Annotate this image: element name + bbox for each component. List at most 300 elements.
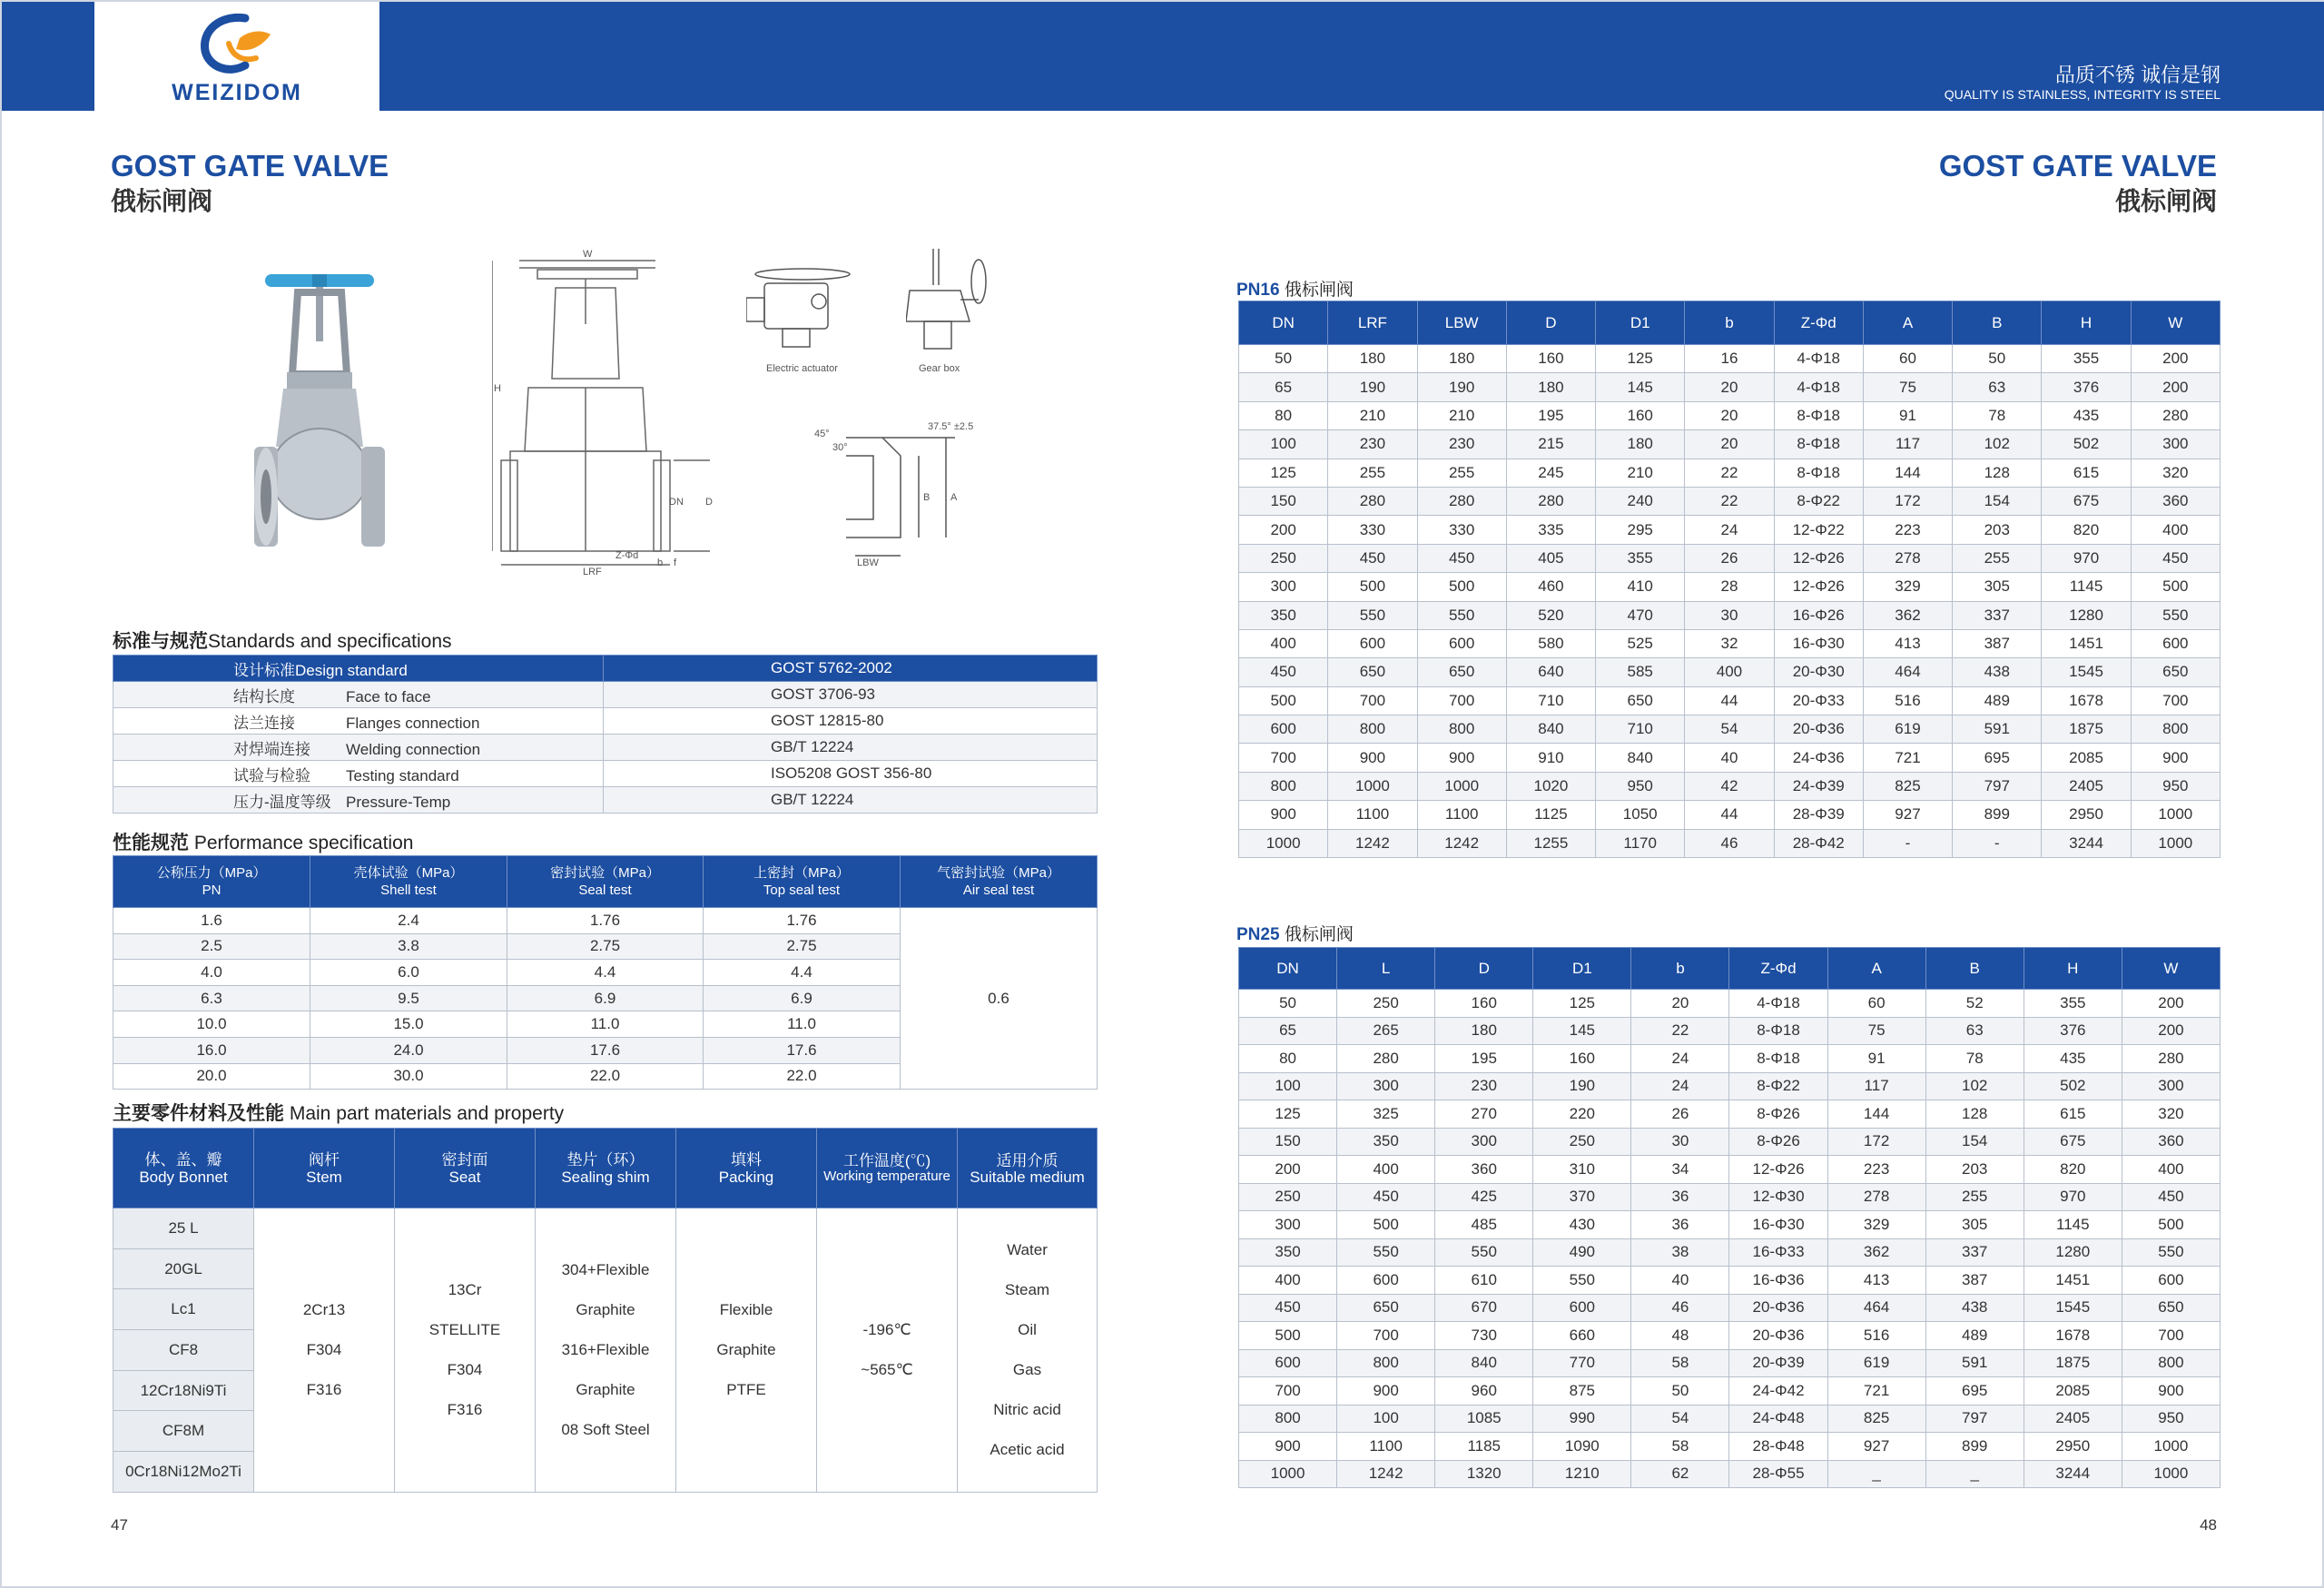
pn16-cell: 1545	[2042, 658, 2131, 686]
pn25-cell: 400	[2122, 1156, 2220, 1184]
pn16-row	[1239, 373, 2221, 401]
pn16-cell: 26	[1685, 544, 1774, 572]
pn16-table	[1238, 301, 2221, 858]
pn25-cell: 550	[1435, 1238, 1533, 1267]
performance-header-en: Air seal test	[962, 883, 1035, 898]
dim-lbw-label: LBW	[857, 557, 879, 568]
pn25-cell: 1242	[1337, 1460, 1435, 1488]
pn25-cell: 38	[1631, 1238, 1729, 1267]
standard-value-cell: GOST 3706-93	[604, 682, 1098, 708]
pn25-cell: 28-Φ48	[1729, 1433, 1827, 1461]
pn25-cell: 502	[2024, 1072, 2122, 1100]
angle-45-label: 45°	[814, 429, 830, 439]
pn25-cell: 280	[2122, 1045, 2220, 1073]
performance-cell: 20.0	[113, 1063, 310, 1090]
pn16-cell: 280	[1506, 487, 1595, 515]
pn16-cell: 1000	[1239, 829, 1328, 857]
pn25-cell: 24	[1631, 1072, 1729, 1100]
pn25-cell: 128	[1925, 1100, 2024, 1129]
pn16-cell: 550	[1417, 601, 1506, 629]
pn25-cell: 2085	[2024, 1377, 2122, 1406]
pn25-cell: 145	[1533, 1017, 1631, 1045]
pn25-cell: 144	[1827, 1100, 1925, 1129]
pn16-cell: 700	[1239, 744, 1328, 772]
pn25-cell: 820	[2024, 1156, 2122, 1184]
pn16-cell: 20	[1685, 401, 1774, 429]
pn25-cell: 8-Φ18	[1729, 1045, 1827, 1073]
materials-header-cn: 垫片（环）	[566, 1150, 645, 1169]
pn25-cell: 20-Φ36	[1729, 1322, 1827, 1350]
pn16-cell: 900	[1417, 744, 1506, 772]
pn16-cell: 489	[1953, 686, 2042, 715]
pn25-cell: 695	[1925, 1377, 2024, 1406]
pn16-row	[1239, 829, 2221, 857]
body-material-cell: 0Cr18Ni12Mo2Ti	[113, 1452, 254, 1493]
pn25-cell: 230	[1435, 1072, 1533, 1100]
pn16-cell: 950	[2131, 772, 2220, 800]
pn25-cell: 265	[1337, 1017, 1435, 1045]
pn16-cell: 695	[1953, 744, 2042, 772]
body-material-cell: 12Cr18Ni9Ti	[113, 1370, 254, 1411]
pn25-cell: _	[1925, 1460, 2024, 1488]
pn25-cell: 650	[2122, 1294, 2220, 1322]
pn16-cell: 255	[1417, 459, 1506, 487]
pn25-cell: 350	[1239, 1238, 1337, 1267]
pn25-cell: 200	[2122, 990, 2220, 1018]
pn16-row	[1239, 459, 2221, 487]
pn16-cell: 44	[1685, 801, 1774, 829]
pn25-cell: 337	[1925, 1238, 2024, 1267]
pn25-row	[1239, 1211, 2221, 1239]
pn16-row	[1239, 401, 2221, 429]
pn16-cell: 46	[1685, 829, 1774, 857]
pn25-row	[1239, 1377, 2221, 1406]
pn16-cell: 22	[1685, 459, 1774, 487]
air-seal-cell: 0.6	[901, 908, 1098, 1090]
materials-header-cn: 体、盖、瓣	[144, 1150, 222, 1169]
pn25-cell: 78	[1925, 1045, 2024, 1073]
seat-material-item: F304	[447, 1360, 483, 1378]
pn25-cell: 250	[1533, 1128, 1631, 1156]
pn16-cell: 180	[1417, 345, 1506, 373]
pn25-row	[1239, 1100, 2221, 1129]
pn25-cell: 450	[1337, 1183, 1435, 1211]
pn16-cell: 2950	[2042, 801, 2131, 829]
weld-end-drawing-icon	[801, 419, 1000, 565]
shim-material-item: 316+Flexible	[561, 1340, 650, 1358]
pn25-cell: 50	[1631, 1377, 1729, 1406]
electric-actuator-icon	[746, 265, 855, 356]
temp-material-cell	[817, 1208, 958, 1493]
pn25-cell: 280	[1337, 1045, 1435, 1073]
stem-material-cell	[254, 1208, 395, 1493]
pn16-cell: 102	[1953, 430, 2042, 459]
performance-cell: 2.75	[507, 933, 704, 960]
pn25-cell: 700	[1337, 1322, 1435, 1350]
performance-cell: 30.0	[310, 1063, 507, 1090]
pn25-cell: 8-Φ22	[1729, 1072, 1827, 1100]
pn16-cell: 464	[1863, 658, 1952, 686]
pn16-header: b	[1685, 301, 1774, 345]
pn25-cell: 91	[1827, 1045, 1925, 1073]
logo-mark-icon	[192, 11, 280, 80]
pn16-cell: 330	[1417, 516, 1506, 544]
pn16-cell: 970	[2042, 544, 2131, 572]
standard-name-cell	[113, 708, 604, 735]
pn16-cell: 215	[1506, 430, 1595, 459]
pn16-row	[1239, 715, 2221, 744]
pn16-cell: 840	[1506, 715, 1595, 744]
logo	[94, 2, 379, 112]
pn16-cell: 500	[1328, 573, 1417, 601]
pn16-cell: 950	[1596, 772, 1685, 800]
pn16-cell: 516	[1863, 686, 1952, 715]
pn25-row	[1239, 1322, 2221, 1350]
standards-row	[113, 708, 1098, 735]
materials-header-cn: 适用介质	[996, 1151, 1059, 1169]
pn25-cell: 1000	[1239, 1460, 1337, 1488]
pn16-row	[1239, 573, 2221, 601]
pn25-cell: 117	[1827, 1072, 1925, 1100]
pn16-cell: 600	[1239, 715, 1328, 744]
pn16-cell: 600	[1417, 629, 1506, 657]
standard-value-cell: ISO5208 GOST 356-80	[604, 761, 1098, 787]
pn25-cell: 4-Φ18	[1729, 990, 1827, 1018]
dim-lrf-label: LRF	[583, 567, 602, 577]
performance-cell: 4.4	[704, 960, 901, 986]
pn16-cell: 40	[1685, 744, 1774, 772]
pn16-cell: 3244	[2042, 829, 2131, 857]
performance-cell: 6.9	[704, 985, 901, 1011]
page-title-right-en: GOST GATE VALVE	[1938, 149, 2217, 182]
standard-name-cn: 试验与检验	[233, 766, 310, 784]
materials-header	[395, 1129, 536, 1208]
pn25-header: W	[2122, 948, 2220, 990]
pn25-cell: 899	[1925, 1433, 2024, 1461]
pn25-row	[1239, 1156, 2221, 1184]
pn16-cell: 295	[1596, 516, 1685, 544]
pn25-cell: 721	[1827, 1377, 1925, 1406]
pn16-cell: 550	[2131, 601, 2220, 629]
pn16-cell: 300	[2131, 430, 2220, 459]
pn25-header: D1	[1533, 948, 1631, 990]
medium-material-item: Nitric acid	[993, 1400, 1061, 1418]
dim-w-label: W	[583, 249, 593, 260]
pn16-cell: 230	[1417, 430, 1506, 459]
pn25-cell: 615	[2024, 1100, 2122, 1129]
pn25-table	[1238, 947, 2221, 1488]
angle-30-label: 30°	[832, 442, 848, 453]
standards-row	[113, 761, 1098, 787]
pn25-cell: 300	[1337, 1072, 1435, 1100]
pn16-cell: -	[1863, 829, 1952, 857]
pn25-cell: 500	[1337, 1211, 1435, 1239]
materials-heading: 主要零件材料及性能 Main part materials and property	[113, 1103, 565, 1124]
pn25-cell: 600	[1239, 1349, 1337, 1377]
materials-row	[113, 1208, 1098, 1249]
shim-material-item: Graphite	[576, 1300, 635, 1318]
standards-row	[113, 735, 1098, 761]
pn16-cell: 800	[1328, 715, 1417, 744]
pn16-cell: 335	[1506, 516, 1595, 544]
pn25-row	[1239, 1183, 2221, 1211]
pn16-cell: 410	[1596, 573, 1685, 601]
pn25-cell: 660	[1533, 1322, 1631, 1350]
pn25-cell: 413	[1827, 1267, 1925, 1295]
pn25-cell: 100	[1337, 1405, 1435, 1433]
pn16-cell: 450	[1417, 544, 1506, 572]
pn16-row	[1239, 801, 2221, 829]
pn25-cell: 36	[1631, 1183, 1729, 1211]
pn25-header: H	[2024, 948, 2122, 990]
pn16-cell: 550	[1328, 601, 1417, 629]
materials-table	[113, 1128, 1098, 1493]
page-title-left-cn: 俄标闸阀	[111, 187, 213, 215]
standards-row	[113, 682, 1098, 708]
pn16-cell: 710	[1506, 686, 1595, 715]
seat-material-cell	[395, 1208, 536, 1493]
performance-cell: 22.0	[507, 1063, 704, 1090]
pn25-cell: 300	[1239, 1211, 1337, 1239]
pn16-cell: 600	[2131, 629, 2220, 657]
pn25-cell: _	[1827, 1460, 1925, 1488]
pn16-cell: 337	[1953, 601, 2042, 629]
pn25-cell: 1000	[2122, 1460, 2220, 1488]
pn25-cell: 990	[1533, 1405, 1631, 1433]
pn16-cell: 100	[1239, 430, 1328, 459]
pn16-cell: 591	[1953, 715, 2042, 744]
pn16-cell: 1170	[1596, 829, 1685, 857]
pn25-cell: 1000	[2122, 1433, 2220, 1461]
pn16-cell: 91	[1863, 401, 1952, 429]
materials-header	[536, 1129, 676, 1208]
pn16-cell: 50	[1953, 345, 2042, 373]
pn25-row	[1239, 1405, 2221, 1433]
pn16-cell: 650	[1596, 686, 1685, 715]
pn16-cell: 278	[1863, 544, 1952, 572]
pn16-cell: 300	[1239, 573, 1328, 601]
standard-name-cell	[113, 656, 604, 682]
angle-375-label: 37.5° ±2.5	[928, 421, 974, 432]
pn25-cell: 154	[1925, 1128, 2024, 1156]
pn25-cell: 840	[1435, 1349, 1533, 1377]
pn25-header: Z-Φd	[1729, 948, 1827, 990]
standard-name-en: Face to face	[346, 687, 431, 705]
pn16-header: D1	[1596, 301, 1685, 345]
pn25-cell: 1451	[2024, 1267, 2122, 1295]
dim-aa-label: A	[950, 492, 958, 503]
pn16-cell: 650	[1417, 658, 1506, 686]
materials-header-cn: 工作温度(℃)	[842, 1152, 931, 1169]
pn25-cell: 300	[2122, 1072, 2220, 1100]
pn25-cell: 500	[2122, 1211, 2220, 1239]
stem-material-item: F304	[306, 1340, 342, 1358]
pn16-cell: 899	[1953, 801, 2042, 829]
pn25-cell: 22	[1631, 1017, 1729, 1045]
pn16-cell: 650	[2131, 658, 2220, 686]
pn16-cell: 615	[2042, 459, 2131, 487]
pn25-cell: 58	[1631, 1349, 1729, 1377]
pn16-cell: 500	[1239, 686, 1328, 715]
pn16-cell: 20-Φ36	[1774, 715, 1863, 744]
temp-material-item: -196℃	[862, 1320, 911, 1338]
pn16-cell: 223	[1863, 516, 1952, 544]
pn16-header: B	[1953, 301, 2042, 345]
pn25-cell: 195	[1435, 1045, 1533, 1073]
pn25-cell: 63	[1925, 1017, 2024, 1045]
pn16-cell: 800	[1417, 715, 1506, 744]
pn25-cell: 435	[2024, 1045, 2122, 1073]
header-banner	[2, 2, 2324, 111]
pn16-cell: 160	[1506, 345, 1595, 373]
pn16-cell: 438	[1953, 658, 2042, 686]
pn25-cell: 970	[2024, 1183, 2122, 1211]
dim-h-label: H	[494, 383, 501, 394]
pn25-cell: 900	[1337, 1377, 1435, 1406]
pn16-cell: 329	[1863, 573, 1952, 601]
pn25-cell: 329	[1827, 1211, 1925, 1239]
packing-material-item: Graphite	[716, 1340, 776, 1358]
performance-header-en: Shell test	[380, 883, 437, 898]
pn25-cell: 362	[1827, 1238, 1925, 1267]
pn16-cell: 20	[1685, 430, 1774, 459]
pn16-cell: 405	[1506, 544, 1595, 572]
performance-table	[113, 855, 1098, 1090]
standard-value-cell: GB/T 12224	[604, 787, 1098, 814]
pn16-cell: 825	[1863, 772, 1952, 800]
pn16-cell: 450	[2131, 544, 2220, 572]
pn16-cell: 520	[1506, 601, 1595, 629]
pn16-cell: 190	[1328, 373, 1417, 401]
pn16-cell: 1000	[1328, 772, 1417, 800]
pn16-cell: 28-Φ42	[1774, 829, 1863, 857]
pn16-cell: 75	[1863, 373, 1952, 401]
pn25-cell: 600	[1533, 1294, 1631, 1322]
standard-name-cn: 法兰连接	[233, 714, 295, 732]
pn25-cell: 1210	[1533, 1460, 1631, 1488]
materials-header-en: Stem	[306, 1168, 342, 1186]
pn25-cell: 325	[1337, 1100, 1435, 1129]
pn25-cell: 485	[1435, 1211, 1533, 1239]
pn25-cell: 550	[2122, 1238, 2220, 1267]
pn16-cell: 710	[1596, 715, 1685, 744]
pn25-cell: 54	[1631, 1405, 1729, 1433]
pn16-cell: 675	[2042, 487, 2131, 515]
pn16-cell: 30	[1685, 601, 1774, 629]
pn25-cell: 1545	[2024, 1294, 2122, 1322]
pn25-cell: 770	[1533, 1349, 1631, 1377]
performance-cell: 2.5	[113, 933, 310, 960]
pn16-cell: 1242	[1328, 829, 1417, 857]
materials-header-en: Sealing shim	[561, 1168, 650, 1186]
standards-table	[113, 655, 1098, 814]
pn16-cell: 8-Φ18	[1774, 459, 1863, 487]
pn16-cell: 360	[2131, 487, 2220, 515]
pn16-cell: 1875	[2042, 715, 2131, 744]
pn25-cell: 600	[1337, 1267, 1435, 1295]
performance-cell: 4.4	[507, 960, 704, 986]
pn25-cell: 430	[1533, 1211, 1631, 1239]
pn25-cell: 50	[1239, 990, 1337, 1018]
pn16-cell: 800	[2131, 715, 2220, 744]
materials-header	[676, 1129, 817, 1208]
pn16-cell: 280	[1328, 487, 1417, 515]
pn16-header: LRF	[1328, 301, 1417, 345]
pn25-cell: 600	[2122, 1267, 2220, 1295]
pn16-cell: 32	[1685, 629, 1774, 657]
pn25-cell: 591	[1925, 1349, 2024, 1377]
materials-header	[817, 1129, 958, 1208]
pn16-cell: 20-Φ30	[1774, 658, 1863, 686]
valve-photo-icon	[247, 265, 410, 574]
pn25-cell: 58	[1631, 1433, 1729, 1461]
pn25-cell: 16-Φ33	[1729, 1238, 1827, 1267]
pn25-cell: 450	[1239, 1294, 1337, 1322]
dim-d-label: D	[705, 497, 713, 508]
shim-material-item: Graphite	[576, 1380, 635, 1398]
pn16-cell: 20	[1685, 373, 1774, 401]
pn25-cell: 900	[2122, 1377, 2220, 1406]
pn16-cell: 8-Φ18	[1774, 430, 1863, 459]
standards-head-row	[113, 656, 1098, 682]
performance-header-cn: 壳体试验（MPa）	[353, 865, 464, 881]
performance-cell: 1.76	[704, 908, 901, 934]
pn25-row	[1239, 1128, 2221, 1156]
pn25-row	[1239, 1045, 2221, 1073]
pn16-cell: 1280	[2042, 601, 2131, 629]
performance-header	[901, 856, 1098, 908]
pn16-cell: 320	[2131, 459, 2220, 487]
pn16-row	[1239, 629, 2221, 657]
pn16-cell: 210	[1417, 401, 1506, 429]
pn16-cell: 1100	[1417, 801, 1506, 829]
seat-material-item: 13Cr	[448, 1280, 482, 1298]
standard-name-cell	[113, 735, 604, 761]
performance-header-en: Seal test	[578, 883, 632, 898]
pn16-cell: 797	[1953, 772, 2042, 800]
pn16-cell: 376	[2042, 373, 2131, 401]
standard-value-cell: GB/T 12224	[604, 735, 1098, 761]
pn25-cell: 320	[2122, 1100, 2220, 1129]
performance-heading: 性能规范 Performance specification	[113, 833, 414, 853]
pn16-cell: 78	[1953, 401, 2042, 429]
pn25-cell: 36	[1631, 1211, 1729, 1239]
pn16-cell: 150	[1239, 487, 1328, 515]
pn16-cell: 1451	[2042, 629, 2131, 657]
pn25-cell: 360	[2122, 1128, 2220, 1156]
pn25-cell: 400	[1337, 1156, 1435, 1184]
pn16-cell: 305	[1953, 573, 2042, 601]
pn16-cell: 800	[1239, 772, 1328, 800]
pn16-row	[1239, 744, 2221, 772]
pn16-cell: 900	[1328, 744, 1417, 772]
pn16-cell: 20-Φ33	[1774, 686, 1863, 715]
pn25-cell: 670	[1435, 1294, 1533, 1322]
pn16-cell: 180	[1328, 345, 1417, 373]
pn25-cell: 223	[1827, 1156, 1925, 1184]
materials-header	[254, 1129, 395, 1208]
pn25-cell: 172	[1827, 1128, 1925, 1156]
pn25-cell: 160	[1533, 1045, 1631, 1073]
pn16-cell: 900	[1239, 801, 1328, 829]
logo-text: WEIZIDOM	[172, 80, 302, 105]
pn16-cell: 1145	[2042, 573, 2131, 601]
pn25-cell: 80	[1239, 1045, 1337, 1073]
pn16-cell: 1678	[2042, 686, 2131, 715]
page-title-right-cn: 俄标闸阀	[2114, 187, 2217, 215]
pn25-cell: 797	[1925, 1405, 2024, 1433]
pn25-cell: 800	[1239, 1405, 1337, 1433]
